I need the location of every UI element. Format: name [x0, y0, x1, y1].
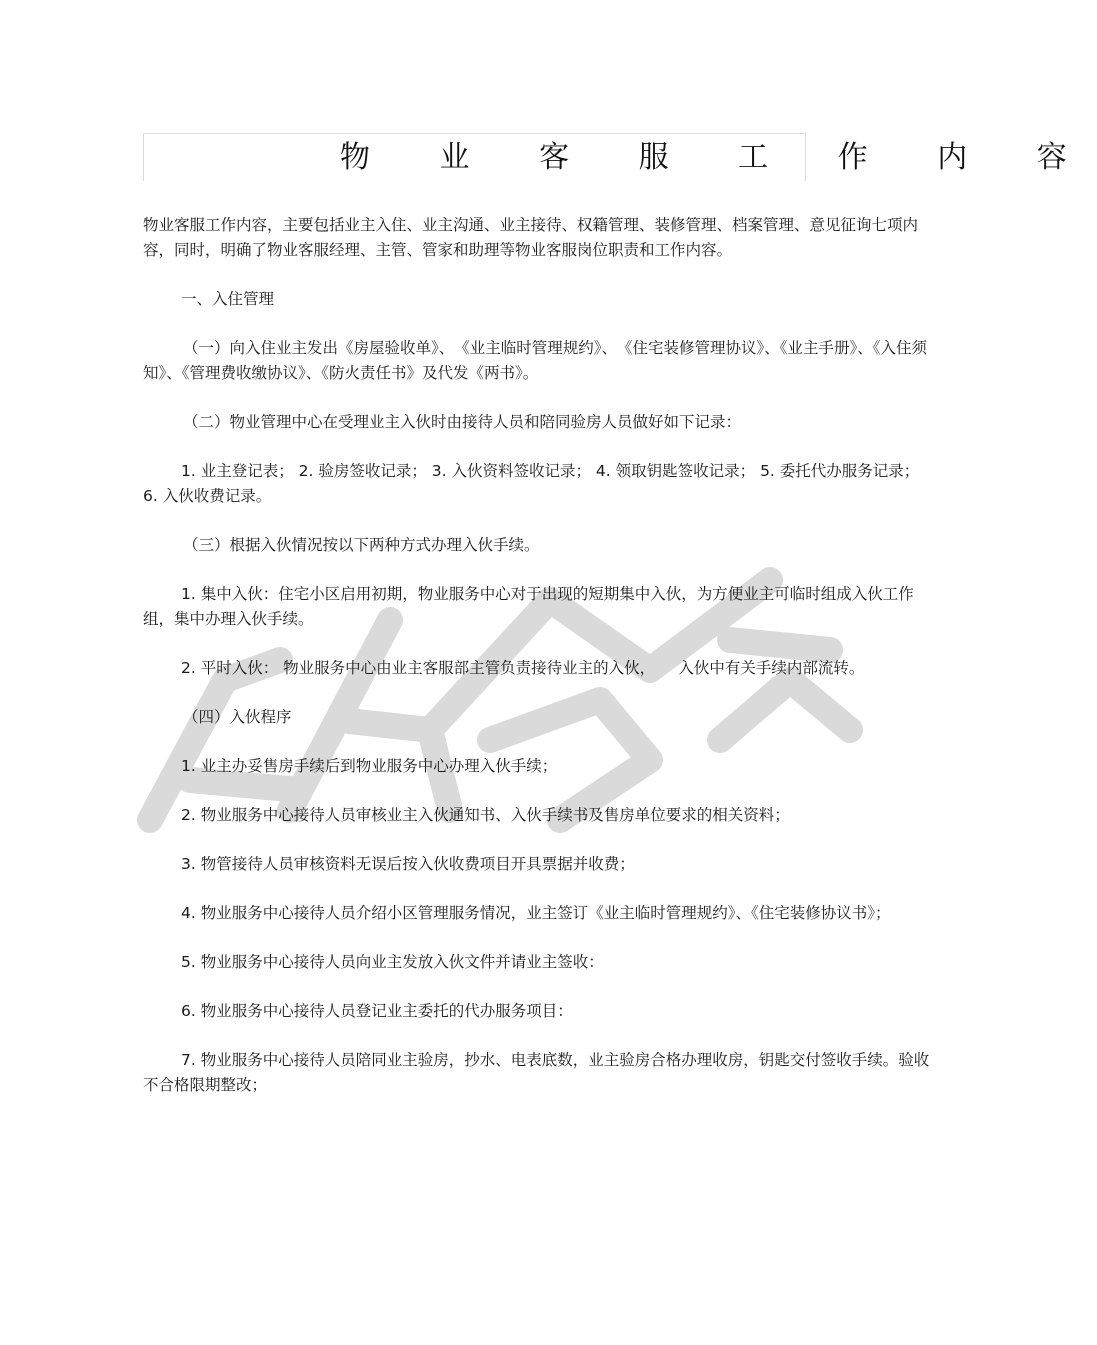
- step-1: 1. 业主办妥售房手续后到物业服务中心办理入伙手续；: [181, 757, 558, 775]
- section-heading-move-in: 一、入住管理: [181, 290, 275, 308]
- step-3: 3. 物管接待人员审核资料无误后按入伙收费项目开具票据并收费；: [181, 855, 635, 873]
- document-body: [143, 213, 933, 1122]
- step-2: 2. 物业服务中心接待人员审核业主入伙通知书、入伙手续书及售房单位要求的相关资料；: [181, 806, 790, 824]
- records-list: 1. 业主登记表； 2. 验房签收记录； 3. 入伙资料签收记录； 4. 领取钥匙签收记录； 5. 委托代办服务记录； 6. 入伙收费记录。: [143, 462, 920, 505]
- subsection-2: （二）物业管理中心在受理业主入伙时由接待人员和陪同验房人员做好如下记录：: [183, 413, 742, 431]
- mode-centralized: 1. 集中入伙：住宅小区启用初期，物业服务中心对于出现的短期集中入伙，为方便业主可临时组成入伙工作组，集中办理入伙手续。: [143, 585, 914, 628]
- step-4: 4. 物业服务中心接待人员介绍小区管理服务情况，业主签订《业主临时管理规约》、《住宅装修协议书》；: [181, 904, 891, 922]
- step-7: 7. 物业服务中心接待人员陪同业主验房，抄水、电表底数，业主验房合格办理收房，钥匙交付签收手续。验收不合格限期整改；: [143, 1051, 930, 1094]
- subsection-3: （三）根据入伙情况按以下两种方式办理入伙手续。: [183, 536, 540, 554]
- intro-paragraph: 物业客服工作内容，主要包括业主入住、业主沟通、业主接待、权籍管理、装修管理、档案管理、意见征询七项内容，同时，明确了物业客服经理、主管、管家和助理等物业客服岗位职责和工作内容。: [143, 216, 919, 259]
- step-6: 6. 物业服务中心接待人员登记业主委托的代办服务项目：: [181, 1002, 573, 1020]
- subsection-4: （四）入伙程序: [183, 708, 292, 726]
- step-5: 5. 物业服务中心接待人员向业主发放入伙文件并请业主签收：: [181, 953, 604, 971]
- document-title: 物 业 客 服 工 作 内 容: [340, 140, 1097, 175]
- subsection-1: （一）向入住业主发出《房屋验收单》、 《业主临时管理规约》、 《住宅装修管理协议》、《业主手册》、《入住须知》、《管理费收缴协议》、《防火责任书》及代发《两书》。: [143, 339, 928, 382]
- mode-regular: 2. 平时入伙： 物业服务中心由业主客服部主管负责接待业主的入伙， 入伙中有关手续内部流转。: [181, 659, 865, 677]
